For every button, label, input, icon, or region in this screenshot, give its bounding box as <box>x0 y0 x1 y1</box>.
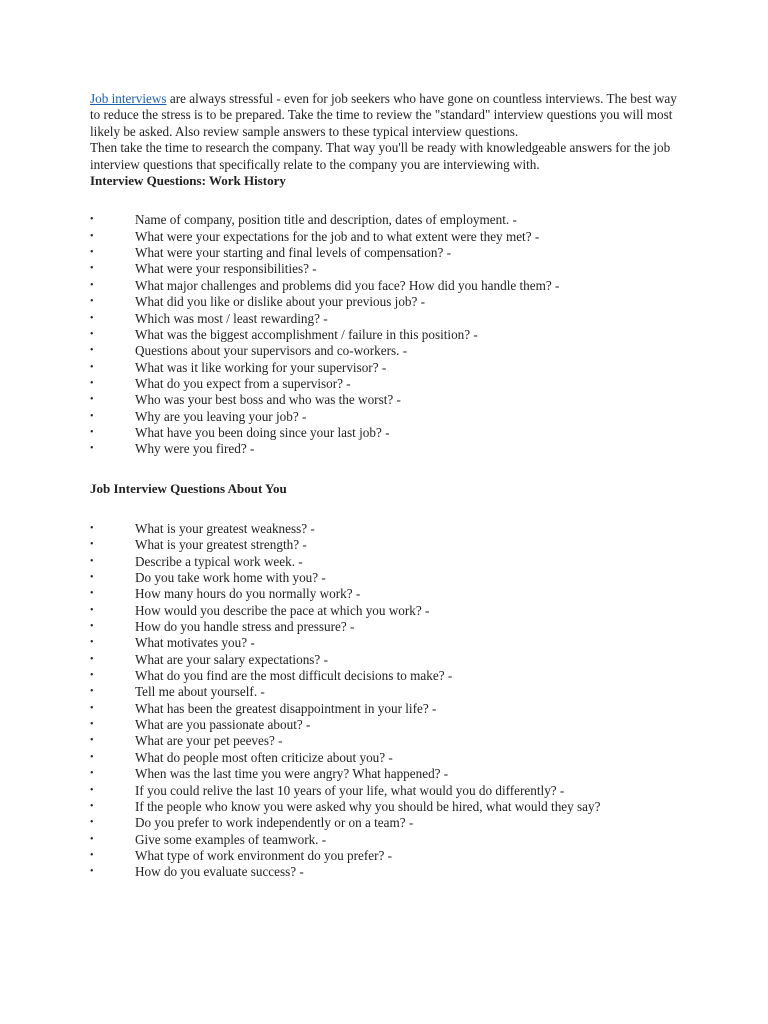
list-item <box>90 212 690 228</box>
bullet-icon: • <box>90 572 94 584</box>
about-you-heading: Job Interview Questions About You <box>90 480 287 496</box>
question-text: What is your greatest weakness? - <box>135 521 315 536</box>
bullet-icon: • <box>90 653 94 665</box>
list-item <box>90 360 690 376</box>
question-text: How do you evaluate success? - <box>135 864 304 880</box>
list-item <box>90 750 690 766</box>
question-text: How many hours do you normally work? - <box>135 586 361 602</box>
question-text: What were your starting and final levels of compensation? - <box>135 245 452 261</box>
bullet-icon: • <box>90 751 94 763</box>
list-item <box>90 733 690 749</box>
list-item <box>90 311 690 327</box>
question-text: If you could relive the last 10 years of your life, what would you do differently? - <box>135 782 565 798</box>
bullet-icon: • <box>90 670 94 682</box>
question-text: What is your greatest strength? - <box>135 537 307 553</box>
research-paragraph: Then take the time to research the company. That way you'll be ready with knowledgeable answers for the job interview questions that specifically relate to the company you are interviewing with. <box>90 140 671 172</box>
question-text: What were your expectations for the job and to what extent were they met? - <box>135 228 540 244</box>
question-text: What do you find are the most difficult decisions to make? - <box>135 668 453 684</box>
bullet-icon: • <box>90 230 94 242</box>
list-item <box>90 392 690 408</box>
document-page <box>90 91 690 881</box>
list-item <box>90 766 690 782</box>
bullet-icon: • <box>90 263 94 275</box>
list-item <box>90 327 690 343</box>
bullet-icon: • <box>90 719 94 731</box>
question-text: How would you describe the pace at which you work? - <box>135 602 430 618</box>
bullet-icon: • <box>90 833 94 845</box>
bullet-icon: • <box>90 555 94 567</box>
list-item <box>90 554 690 570</box>
question-text: What do you expect from a supervisor? - <box>135 375 351 391</box>
list-item <box>90 832 690 848</box>
about-you-question-list <box>90 521 690 881</box>
bullet-icon: • <box>90 328 94 340</box>
question-text: If the people who know you were asked why you should be hired, what would they say? <box>135 798 601 814</box>
question-text: Why were you fired? - <box>135 441 255 457</box>
list-item <box>90 619 690 635</box>
question-text: What was the biggest accomplishment / failure in this position? - <box>135 326 478 342</box>
question-text: Why are you leaving your job? - <box>135 408 307 424</box>
bullet-icon: • <box>90 735 94 747</box>
question-text: What major challenges and problems did you face? How did you handle them? - <box>135 277 560 293</box>
list-item <box>90 815 690 831</box>
work-history-heading: Interview Questions: Work History <box>90 173 286 189</box>
question-text: What has been the greatest disappointment in your life? - <box>135 700 437 716</box>
question-text: Name of company, position title and description, dates of employment. - <box>135 212 517 228</box>
question-text: Questions about your supervisors and co-workers. - <box>135 343 408 359</box>
list-item <box>90 229 690 245</box>
intro-paragraph-text: are always stressful - even for job seekers who have gone on countless interviews. The best way to reduce the stress is to be prepared. Take the time to review the "standard" interview questions you will most likely be asked. Also review sample answers to these typical interview questions. <box>90 91 677 139</box>
question-text: What were your responsibilities? - <box>135 261 317 277</box>
question-text: Do you take work home with you? - <box>135 570 326 586</box>
bullet-icon: • <box>90 426 94 438</box>
list-item <box>90 668 690 684</box>
list-item <box>90 376 690 392</box>
list-item <box>90 848 690 864</box>
list-item <box>90 684 690 700</box>
question-text: Tell me about yourself. - <box>135 684 265 700</box>
bullet-icon: • <box>90 394 94 406</box>
bullet-icon: • <box>90 866 94 878</box>
list-item <box>90 783 690 799</box>
list-item <box>90 570 690 586</box>
list-item <box>90 245 690 261</box>
question-text: What do people most often criticize about you? - <box>135 749 393 765</box>
bullet-icon: • <box>90 849 94 861</box>
bullet-icon: • <box>90 410 94 422</box>
bullet-icon: • <box>90 702 94 714</box>
list-item <box>90 409 690 425</box>
question-text: Describe a typical work week. - <box>135 553 303 569</box>
bullet-icon: • <box>90 784 94 796</box>
intro-paragraph <box>90 91 690 140</box>
bullet-icon: • <box>90 443 94 455</box>
list-item <box>90 635 690 651</box>
list-item <box>90 586 690 602</box>
question-text: What did you like or dislike about your previous job? - <box>135 294 426 310</box>
question-text: What type of work environment do you prefer? - <box>135 847 393 863</box>
question-text: What was it like working for your supervisor? - <box>135 359 387 375</box>
question-text: How do you handle stress and pressure? - <box>135 619 355 635</box>
bullet-icon: • <box>90 247 94 259</box>
list-item <box>90 864 690 880</box>
list-item <box>90 343 690 359</box>
list-item <box>90 701 690 717</box>
bullet-icon: • <box>90 279 94 291</box>
question-text: Do you prefer to work independently or on a team? - <box>135 815 414 831</box>
list-item <box>90 521 690 537</box>
list-item <box>90 294 690 310</box>
list-item <box>90 717 690 733</box>
bullet-icon: • <box>90 539 94 551</box>
list-item <box>90 261 690 277</box>
list-item <box>90 799 690 815</box>
question-text: What are your salary expectations? - <box>135 651 328 667</box>
bullet-icon: • <box>90 345 94 357</box>
question-text: What are your pet peeves? - <box>135 733 283 749</box>
list-item <box>90 278 690 294</box>
bullet-icon: • <box>90 637 94 649</box>
bullet-icon: • <box>90 817 94 829</box>
list-item <box>90 441 690 457</box>
question-text: What are you passionate about? - <box>135 717 311 733</box>
question-text: When was the last time you were angry? What happened? - <box>135 766 449 782</box>
question-text: Give some examples of teamwork. - <box>135 831 327 847</box>
list-item <box>90 537 690 553</box>
question-text: Who was your best boss and who was the worst? - <box>135 392 401 408</box>
bullet-icon: • <box>90 214 94 226</box>
job-interviews-link[interactable]: Job interviews <box>90 91 167 106</box>
work-history-question-list <box>90 212 690 457</box>
bullet-icon: • <box>90 312 94 324</box>
bullet-icon: • <box>90 361 94 373</box>
list-item <box>90 425 690 441</box>
question-text: What have you been doing since your last job? - <box>135 424 390 440</box>
list-item <box>90 652 690 668</box>
question-text: What motivates you? - <box>135 635 255 651</box>
bullet-icon: • <box>90 588 94 600</box>
bullet-icon: • <box>90 800 94 812</box>
bullet-icon: • <box>90 296 94 308</box>
list-item <box>90 603 690 619</box>
bullet-icon: • <box>90 768 94 780</box>
bullet-icon: • <box>90 523 94 534</box>
bullet-icon: • <box>90 604 94 616</box>
bullet-icon: • <box>90 686 94 698</box>
bullet-icon: • <box>90 621 94 633</box>
question-text: Which was most / least rewarding? - <box>135 310 328 326</box>
bullet-icon: • <box>90 377 94 389</box>
